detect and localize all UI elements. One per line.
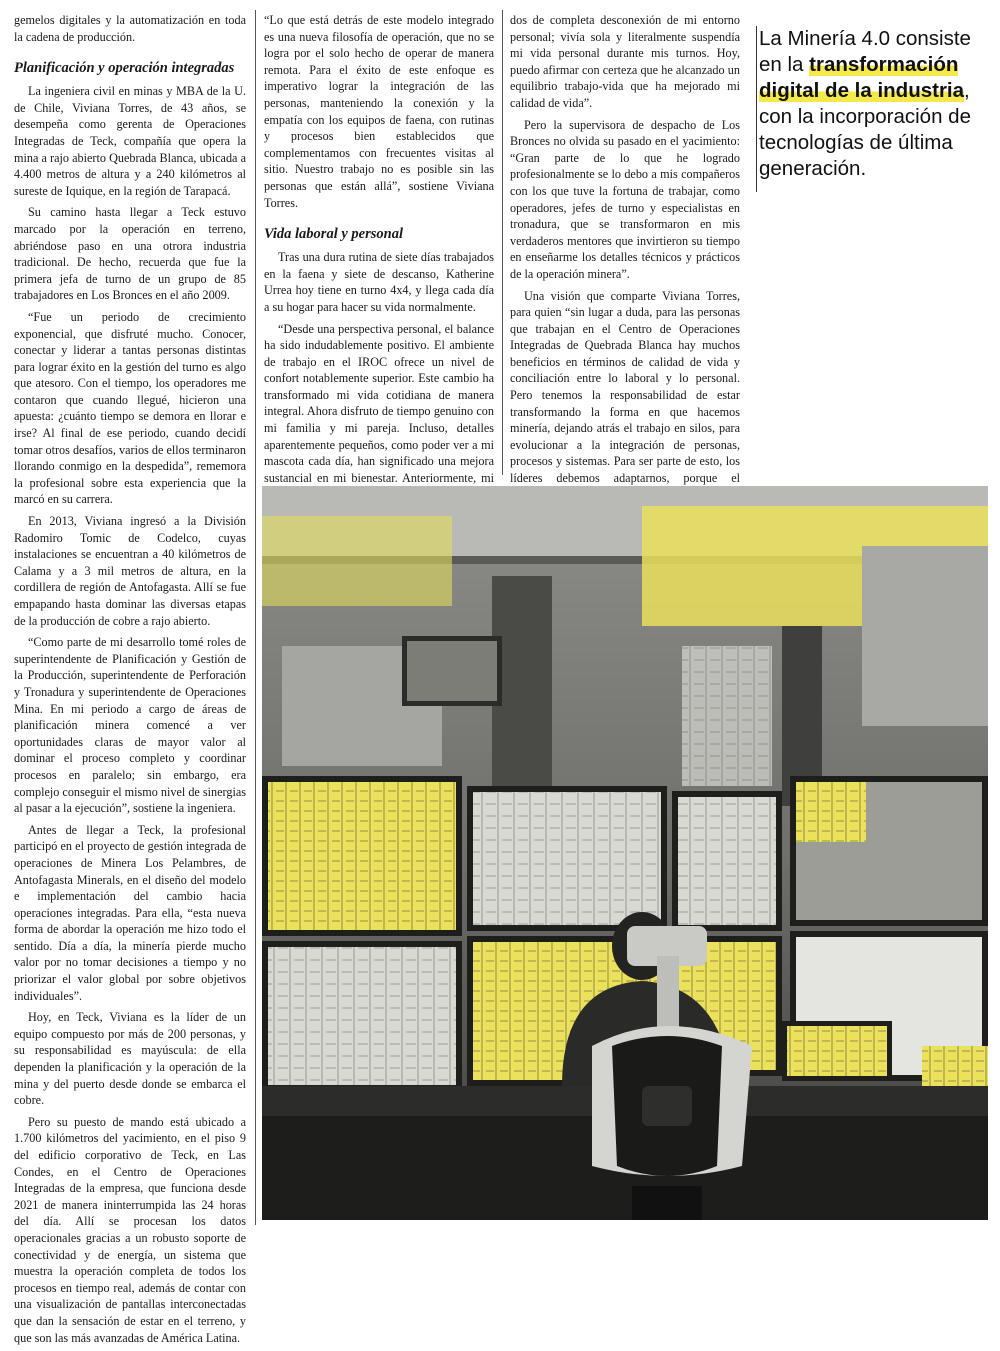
- paragraph: Antes de llegar a Teck, la profesional participó en el proyecto de gestión integrada de operaciones de Minera Los Pelambres, de Antofagasta Minerals, en el diseño del modelo e implementación del cambio hacia operaciones integradas. Para ella, “esta nueva forma de abordar la operación me hizo todo el sentido. Día a día, la minería pierde mucho valor por no tomar decisiones a tiempo y no priorizar el valor global por sobre objetivos individuales”.: [14, 822, 246, 1003]
- control-room-illustration: [262, 486, 988, 1220]
- pull-quote-tail: , con la incorporación de tecnologías de última generación.: [759, 79, 971, 180]
- control-room-photo: [262, 486, 988, 1220]
- paragraph: Pero la supervisora de despacho de Los Bronces no olvida su pasado en el yacimiento: “Gran parte de lo que he logrado profesionalmente se lo debo a mis compañeros con los que tuve la fortuna de trabajar, como operadores, jefes de turno y especialistas en tronadura, que se transformaron en mis verdaderos mentores que invirtieron su tiempo en enseñarme los detalles técnicos y prácticos de la operación minera”.: [510, 117, 740, 281]
- pull-quote-text: [759, 26, 989, 182]
- paragraph: Hoy, en Teck, Viviana es la líder de un equipo compuesto por más de 200 personas, y su responsabilidad es mayúscula: de ella dependen la planificación y la operación de la mina y del puerto desde donde se embarca el cobre.: [14, 1010, 246, 1108]
- article-column-3: [510, 12, 740, 525]
- article-column-2: [264, 12, 494, 508]
- paragraph: En 2013, Viviana ingresó a la División Radomiro Tomic de Codelco, cuyas instalaciones se encuentran a 40 kilómetros de Calama y a 3 mil metros de altura, en la cordillera de región de Antofagasta. Allí se fue empapando hasta dominar las diversas etapas de la producción de cobre a rajo abierto.: [14, 514, 246, 628]
- paragraph: Tras una dura rutina de siete días trabajados en la faena y siete de descanso, Katherine Urrea hoy tiene en turno 4x4, y llega cada día a su hogar para hacer su vida normalmente.: [264, 250, 494, 314]
- paragraph: “Desde una perspectiva personal, el balance ha sido indudablemente positivo. El ambiente de trabajo en el IROC ofrece un nivel de confort notablemente superior. Este cambio ha transformado mi vida cotidiana de manera integral. Ahora disfruto de tiempo genuino con mi familia y mi pareja. Incluso, detalles aparentemente pequeños, como poder ver a mi mascota cada día, han significado una mejora sustancial en mi bienestar. Anteriormente, mi: [264, 321, 494, 485]
- paragraph: “Como parte de mi desarrollo tomé roles de superintendente de Planificación y Gestión de la Producción, superintendente de Perforación y Tronadura y superintendente de Operaciones Mina. En mi periodo a cargo de áreas de planificación minera comencé a ver oportunidades claras de mayor valor al dominar el proceso completo y coordinar procesos en paralelo; sin embargo, era complejo conseguir el mismo nivel de sinergias al pasar a la ejecución”, sostiene la ingeniera.: [14, 635, 246, 816]
- section-heading: Vida laboral y personal: [264, 226, 403, 243]
- paragraph: Su camino hasta llegar a Teck estuvo marcado por la operación en terreno, abriéndose paso en una otrora industria tradicional. De hecho, recuerda que fue la primera jefa de turno de un grupo de 85 trabajadores en Los Bronces en el año 2009.: [14, 205, 246, 303]
- column-divider: [255, 10, 256, 1225]
- paragraph: gemelos digitales y la automatización en toda la cadena de producción.: [14, 13, 246, 44]
- section-heading: Planificación y operación integradas: [14, 60, 235, 77]
- paragraph: La ingeniera civil en minas y MBA de la U. de Chile, Viviana Torres, de 43 años, se desempeña como gerenta de Operaciones Integradas de Teck, compañía que opera la mina a rajo abierto Quebrada Blanca, ubicada a 4.400 metros de altura y a 240 kilómetros al sureste de Iquique, en la región de Tarapacá.: [14, 84, 246, 198]
- pull-quote: [756, 26, 989, 192]
- pull-quote-lead: La Minería 4.0 consiste en la: [759, 27, 971, 76]
- paragraph: Una visión que comparte Viviana Torres, para quien “sin lugar a duda, para las personas que trabajan en el Centro de Operaciones Integradas de Quebrada Blanca hay muchos beneficios en términos de calidad de vida y conciliación entre lo laboral y lo personal. Pero tenemos la responsabilidad de estar transformando la forma en que hacemos minería, dejando atrás el trabajo en silos, para evolucionar a la integración de personas, procesos y sistemas. Para ser parte de esto, los líderes debemos adaptarnos, porque el: [510, 288, 740, 486]
- pull-quote-highlight: transformación digital de la industria: [759, 53, 965, 102]
- column-divider: [502, 10, 503, 475]
- paragraph: dos de completa desconexión de mi entorno personal; vivía sola y literalmente suspendía mi vida personal durante mis turnos. Hoy, puedo afirmar con certeza que he alcanzado un equilibrio trabajo-vida que ha mejorado mi calidad de vida”.: [510, 13, 740, 110]
- paragraph: “Lo que está detrás de este modelo integrado es una nueva filosofía de operación, que no se logra por el solo hecho de operar de manera remota. Para el éxito de este enfoque es imperativo lograr la integración de las personas, manteniendo la conexión y la empatía con los equipos de faena, con rutinas y procesos bien establecidos que complementamos con frecuentes visitas al sitio. Nuestro trabajo no es posible sin las personas que están allá”, sostiene Viviana Torres.: [264, 13, 494, 210]
- article-column-1: [14, 12, 246, 1351]
- paragraph: Pero su puesto de mando está ubicado a 1.700 kilómetros del yacimiento, en el piso 9 del edificio corporativo de Teck, en Las Condes, en el Centro de Operaciones Integradas de la empresa, que funciona desde 2021 de manera ininterrumpida las 24 horas del día. Allí se procesan los datos operacionales gracias a un robusto soporte de conectividad y de energía, un sistema que muestra la operación completa de todos los procesos en tiempo real, además de contar con una visualización de pantallas interconectadas que dan la sensación de estar en el terreno, y que son las más avanzadas de América Latina.: [14, 1114, 246, 1345]
- paragraph: “Fue un periodo de crecimiento exponencial, que disfruté mucho. Conocer, conectar y liderar a tantas personas distintas para lograr éxito en la gestión del turno es algo que atesoro. Con el tiempo, los operadores me contaron que cuando llegué, hicieron una apuesta: ¿cuánto tiempo se demora en llorar e irse? Al final de ese periodo, cuando decidí tomar otros desafíos, varios de ellos terminaron llorando conmigo en la despedida”, rememora la profesional sobre esta experiencia que la marcó en su carrera.: [14, 309, 246, 507]
